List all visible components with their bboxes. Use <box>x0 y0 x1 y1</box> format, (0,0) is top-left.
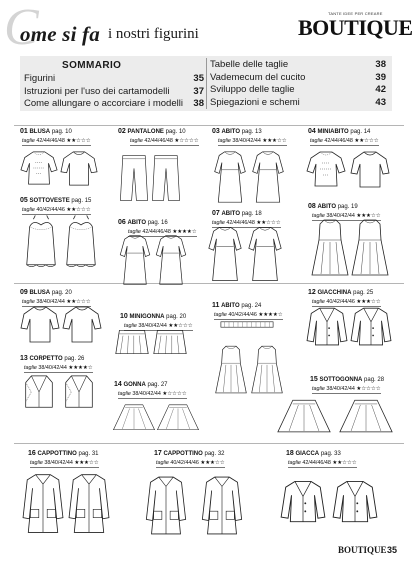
difficulty-stars: ★★☆☆☆ <box>332 460 357 466</box>
figure-number: 11 <box>212 302 220 309</box>
figure-number: 17 <box>154 450 162 457</box>
garment-drawing <box>212 148 248 206</box>
garment-drawing <box>114 328 150 356</box>
header-big-letter: C <box>4 0 39 56</box>
toc-heading: SOMMARIO <box>62 60 122 71</box>
garment-drawing <box>306 148 346 190</box>
section-divider <box>14 125 404 126</box>
figure-number: 02 <box>118 128 126 135</box>
figure-page: pag. 25 <box>353 290 374 296</box>
sizes-value: 40/42/44/46 <box>170 460 199 466</box>
garment-drawing <box>150 148 182 208</box>
garment-type: PANTALONE <box>127 129 164 135</box>
figure-page: pag. 16 <box>147 220 168 226</box>
toc-item[interactable]: Vademecum del cucito 39 <box>210 71 386 83</box>
sizes-prefix: taglie <box>124 323 137 329</box>
boutique-logo: BOUTIQUE <box>298 15 413 40</box>
difficulty-stars: ★★★★☆ <box>258 312 283 318</box>
difficulty-stars: ★★☆☆☆ <box>256 220 281 226</box>
figure-label <box>154 450 225 457</box>
figure-number: 06 <box>118 219 126 226</box>
figure-number: 16 <box>28 450 36 457</box>
figure-page: pag. 32 <box>204 451 225 457</box>
sizes-value: 38/40/42/44 <box>232 138 261 144</box>
garment-drawing <box>156 396 200 440</box>
garment-drawing <box>332 474 378 528</box>
garment-drawing <box>250 148 286 206</box>
toc-item[interactable]: Sviluppo delle taglie 42 <box>210 84 386 95</box>
figure-label <box>308 203 358 210</box>
table-of-contents <box>20 56 392 111</box>
figure-label <box>286 450 341 457</box>
garment-drawing <box>118 148 150 208</box>
figure-page: pag. 10 <box>51 129 72 135</box>
garment-drawing <box>246 224 284 284</box>
figure-page: pag. 20 <box>51 290 72 296</box>
garment-type: CAPPOTTINO <box>37 451 77 457</box>
figure-page: pag. 20 <box>166 314 187 320</box>
figure-number: 13 <box>20 355 28 362</box>
garment-drawing <box>350 148 390 190</box>
figure-label <box>120 313 186 320</box>
garment-drawing <box>22 468 64 538</box>
garment-drawing <box>212 320 282 329</box>
figure-page: pag. 14 <box>350 129 371 135</box>
sizes-prefix: taglie <box>312 386 325 392</box>
garment-drawing <box>276 392 332 442</box>
figure-label <box>114 381 168 388</box>
figure-label <box>212 210 262 217</box>
toc-divider <box>206 58 207 109</box>
difficulty-stars: ★★☆☆☆ <box>66 207 91 213</box>
garment-type: ABITO <box>221 303 240 309</box>
sizes-prefix: taglie <box>22 299 35 305</box>
garment-drawing <box>338 392 394 442</box>
figure-page: pag. 33 <box>320 451 341 457</box>
difficulty-stars: ★★☆☆☆ <box>354 138 379 144</box>
garment-drawing <box>306 304 348 348</box>
sizes-value: 42/44/46/48 <box>142 229 171 235</box>
figure-label <box>20 128 72 135</box>
difficulty-stars: ★☆☆☆☆ <box>162 391 187 397</box>
page-title: ome si fa <box>20 22 100 46</box>
figure-label <box>118 219 168 226</box>
difficulty-stars: ★☆☆☆☆ <box>174 138 199 144</box>
sizes-value: 42/44/46/48 <box>36 138 65 144</box>
garment-drawing <box>214 332 248 408</box>
garment-type: SOTTOVESTE <box>29 198 70 204</box>
figure-label <box>20 289 72 296</box>
figure-number: 09 <box>20 289 28 296</box>
figure-label <box>28 450 99 457</box>
sizes-prefix: taglie <box>22 207 35 213</box>
page-number: 35 <box>387 545 398 555</box>
footer-logo: BOUTIQUE <box>338 545 387 555</box>
figure-page: pag. 31 <box>78 451 99 457</box>
garment-type: BLUSA <box>29 290 51 296</box>
sizes-value: 38/40/42/44 <box>326 386 355 392</box>
difficulty-stars: ★★★★☆ <box>68 365 93 371</box>
garment-drawing <box>206 224 244 284</box>
garment-drawing <box>140 474 192 536</box>
garment-drawing <box>116 234 154 286</box>
garment-drawing <box>60 372 98 412</box>
garment-type: MINIGONNA <box>129 314 165 320</box>
toc-item[interactable]: Spiegazioni e schemi 43 <box>210 96 386 108</box>
garment-drawing <box>62 212 100 272</box>
figure-label <box>212 302 261 309</box>
difficulty-stars: ★★★★☆ <box>172 229 197 235</box>
sizes-prefix: taglie <box>24 365 37 371</box>
figure-page: pag. 26 <box>64 356 85 362</box>
toc-item[interactable]: Figurini 35 <box>24 73 204 84</box>
toc-item[interactable]: Tabelle delle taglie 38 <box>210 59 386 70</box>
difficulty-stars: ★★☆☆☆ <box>66 138 91 144</box>
sizes-value: 40/42/44/46 <box>228 312 257 318</box>
sizes-prefix: taglie <box>310 138 323 144</box>
difficulty-stars: ★★★☆☆ <box>262 138 287 144</box>
sizes-prefix: taglie <box>130 138 143 144</box>
figure-number: 05 <box>20 197 28 204</box>
garment-type: ABITO <box>127 220 147 226</box>
figure-page: pag. 13 <box>241 129 262 135</box>
size-range <box>218 138 287 146</box>
sizes-value: 40/42/44/46 <box>326 299 355 305</box>
figure-label <box>20 355 84 362</box>
logo-tagline: TANTE IDEE PER CREARE <box>328 11 383 16</box>
figure-number: 07 <box>212 210 220 217</box>
difficulty-stars: ★☆☆☆☆ <box>356 386 381 392</box>
garment-drawing <box>22 212 60 272</box>
sizes-prefix: taglie <box>30 460 43 466</box>
sizes-value: 42/44/46/48 <box>226 220 255 226</box>
garment-type: GIACCHINA <box>317 290 352 296</box>
size-range <box>288 460 357 468</box>
sizes-prefix: taglie <box>312 299 325 305</box>
sizes-prefix: taglie <box>118 391 131 397</box>
sizes-value: 38/40/42/44 <box>36 299 65 305</box>
size-range <box>214 312 283 320</box>
figure-label <box>118 128 186 135</box>
sizes-value: 42/44/46/48 <box>302 460 331 466</box>
toc-item[interactable]: Istruzioni per l'uso dei cartamodelli 37 <box>24 85 204 97</box>
sizes-value: 38/40/42/44 <box>326 213 355 219</box>
size-range <box>156 460 225 468</box>
figure-number: 15 <box>310 376 318 383</box>
garment-drawing <box>152 328 188 356</box>
garment-drawing <box>20 304 60 344</box>
difficulty-stars: ★★★☆☆ <box>74 460 99 466</box>
difficulty-stars: ★★★☆☆ <box>356 299 381 305</box>
figure-number: 12 <box>308 289 316 296</box>
figure-number: 10 <box>120 313 128 320</box>
sizes-prefix: taglie <box>312 213 325 219</box>
figure-label <box>212 128 262 135</box>
figure-page: pag. 19 <box>337 204 358 210</box>
garment-drawing <box>196 474 248 536</box>
toc-left-column <box>24 60 204 111</box>
sizes-value: 38/40/42/44 <box>38 365 67 371</box>
figure-page: pag. 15 <box>71 198 92 204</box>
sizes-prefix: taglie <box>214 312 227 318</box>
figure-number: 04 <box>308 128 316 135</box>
figure-label <box>308 289 373 296</box>
difficulty-stars: ★★☆☆☆ <box>168 323 193 329</box>
figure-number: 01 <box>20 128 28 135</box>
size-range <box>130 138 199 146</box>
figure-page: pag. 10 <box>165 129 186 135</box>
figure-label <box>20 197 91 204</box>
size-range <box>22 138 91 146</box>
garment-type: ABITO <box>221 211 241 217</box>
difficulty-stars: ★★☆☆☆ <box>66 299 91 305</box>
garment-type: BLUSA <box>29 129 51 135</box>
sizes-value: 38/40/42/44 <box>138 323 167 329</box>
garment-drawing <box>310 218 350 278</box>
figure-label <box>308 128 370 135</box>
garment-type: ABITO <box>221 129 241 135</box>
garment-type: GONNA <box>123 382 146 388</box>
figure-number: 03 <box>212 128 220 135</box>
sizes-prefix: taglie <box>212 220 225 226</box>
figure-page: pag. 24 <box>241 303 262 309</box>
toc-item[interactable]: Come allungare o accorciare i modelli 38 <box>24 98 204 109</box>
size-range <box>310 138 379 146</box>
sizes-value: 40/42/44/46 <box>36 207 65 213</box>
sizes-prefix: taglie <box>288 460 301 466</box>
difficulty-stars: ★★★☆☆ <box>356 213 381 219</box>
garment-drawing <box>350 218 390 278</box>
garment-type: CORPETTO <box>29 356 63 362</box>
figure-page: pag. 28 <box>364 377 385 383</box>
garment-type: GIACCA <box>295 451 320 457</box>
sizes-value: 42/44/46/48 <box>324 138 353 144</box>
figure-number: 14 <box>114 381 122 388</box>
sizes-prefix: taglie <box>218 138 231 144</box>
garment-drawing <box>280 474 326 528</box>
section-divider <box>14 443 404 444</box>
sizes-prefix: taglie <box>156 460 169 466</box>
figure-number: 18 <box>286 450 294 457</box>
figure-page: pag. 18 <box>241 211 262 217</box>
garment-type: MINIABITO <box>317 129 349 135</box>
garment-type: ABITO <box>317 204 337 210</box>
sizes-prefix: taglie <box>128 229 141 235</box>
page-subtitle: i nostri figurini <box>108 26 199 42</box>
garment-drawing <box>152 234 190 286</box>
sizes-value: 38/40/42/44 <box>44 460 73 466</box>
garment-drawing <box>68 468 110 538</box>
garment-drawing <box>62 304 102 344</box>
difficulty-stars: ★★★☆☆ <box>200 460 225 466</box>
garment-type: SOTTOGONNA <box>319 377 363 383</box>
toc-right-column <box>210 59 386 109</box>
garment-drawing <box>20 148 58 188</box>
garment-drawing <box>112 396 156 440</box>
size-range <box>30 460 99 468</box>
garment-drawing <box>350 304 392 348</box>
figure-label <box>310 376 384 383</box>
figure-page: pag. 27 <box>147 382 168 388</box>
sizes-value: 42/44/46/48 <box>144 138 173 144</box>
garment-drawing <box>20 372 58 412</box>
sizes-prefix: taglie <box>22 138 35 144</box>
garment-drawing <box>60 148 98 188</box>
garment-type: CAPPOTTINO <box>163 451 203 457</box>
figure-number: 08 <box>308 203 316 210</box>
sizes-value: 38/40/42/44 <box>132 391 161 397</box>
